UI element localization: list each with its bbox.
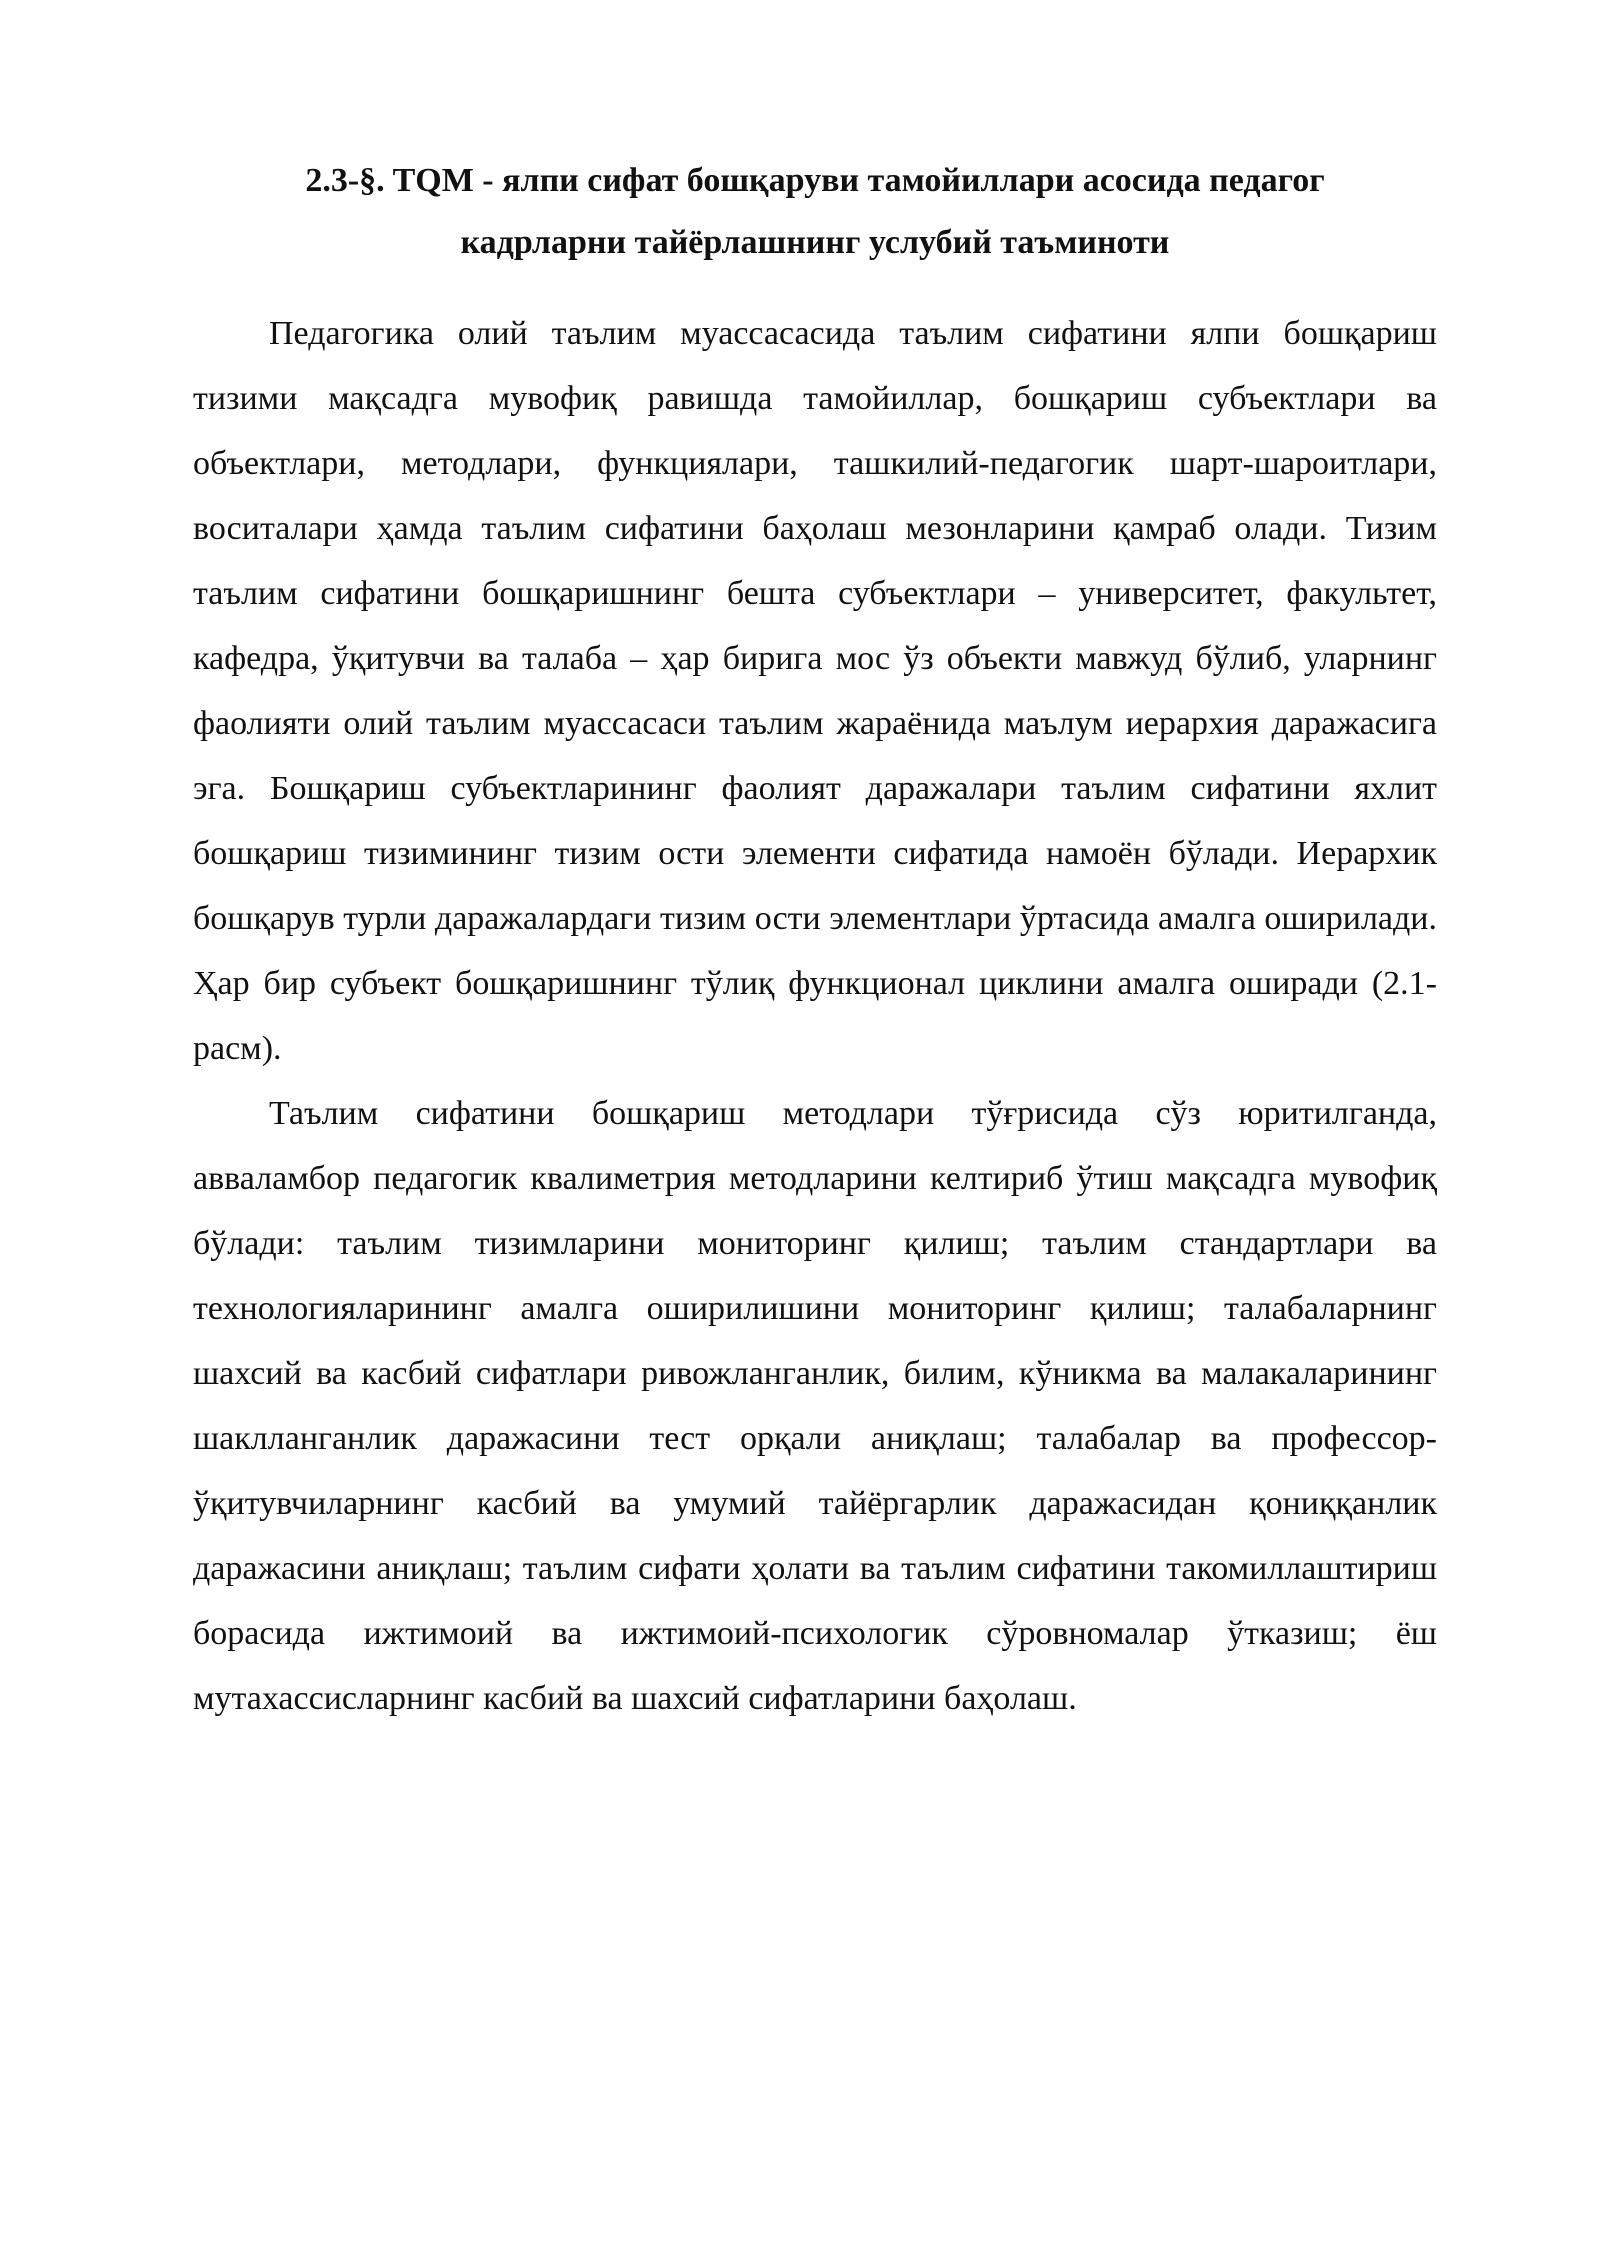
paragraph-1: Педагогика олий таълим муассасасида таълим сифатини ялпи бошқариш тизими мақсадга мувофиқ равишда тамойиллар, бошқариш субъектлари ва объектлари, методлари, функциялари, ташкилий-педагогик шарт-шароитлари, воситалари ҳамда таълим сифатини баҳолаш мезонларини қамраб олади. Тизим таълим сифатини бошқаришнинг бешта субъектлари – университет, факультет, кафедра, ўқитувчи ва талаба – ҳар бирига мос ўз объекти мавжуд бўлиб, уларнинг фаолияти олий таълим муассасаси таълим жараёнида маълум иерархия даражасига эга. Бошқариш субъектларининг фаолият даражалари таълим сифатини яхлит бошқариш тизимининг тизим ости элементи сифатида намоён бўлади. Иерархик бошқарув турли даражалардаги тизим ости элементлари ўртасида амалга оширилади. Ҳар бир субъект бошқаришнинг тўлиқ функционал циклини амалга оширади (2.1-расм). [193, 315, 1437, 1067]
paragraph-2: Таълим сифатини бошқариш методлари тўғрисида сўз юритилганда, авваламбор педагогик квалиметрия методларини келтириб ўтиш мақсадга мувофиқ бўлади: таълим тизимларини мониторинг қилиш; таълим стандартлари ва технологияларининг амалга оширилишини мониторинг қилиш; талабаларнинг шахсий ва касбий сифатлари ривожланганлик, билим, кўникма ва малакаларининг шаклланганлик даражасини тест орқали аниқлаш; талабалар ва профессор-ўқитувчиларнинг касбий ва умумий тайёргарлик даражасидан қониққанлик даражасини аниқлаш; таълим сифати ҳолати ва таълим сифатини такомиллаштириш борасида ижтимоий ва ижтимоий-психологик сўровномалар ўтказиш; ёш мутахассисларнинг касбий ва шахсий сифатларини баҳолаш. [193, 1095, 1437, 1717]
section-heading-line-1: 2.3-§. TQM - ялпи сифат бошқаруви тамойиллари асосида педагог [305, 162, 1325, 199]
document-body [193, 150, 1437, 1731]
section-heading [193, 150, 1437, 274]
section-heading-line-2: кадрларни тайёрлашнинг услубий таъминоти [460, 224, 1170, 261]
